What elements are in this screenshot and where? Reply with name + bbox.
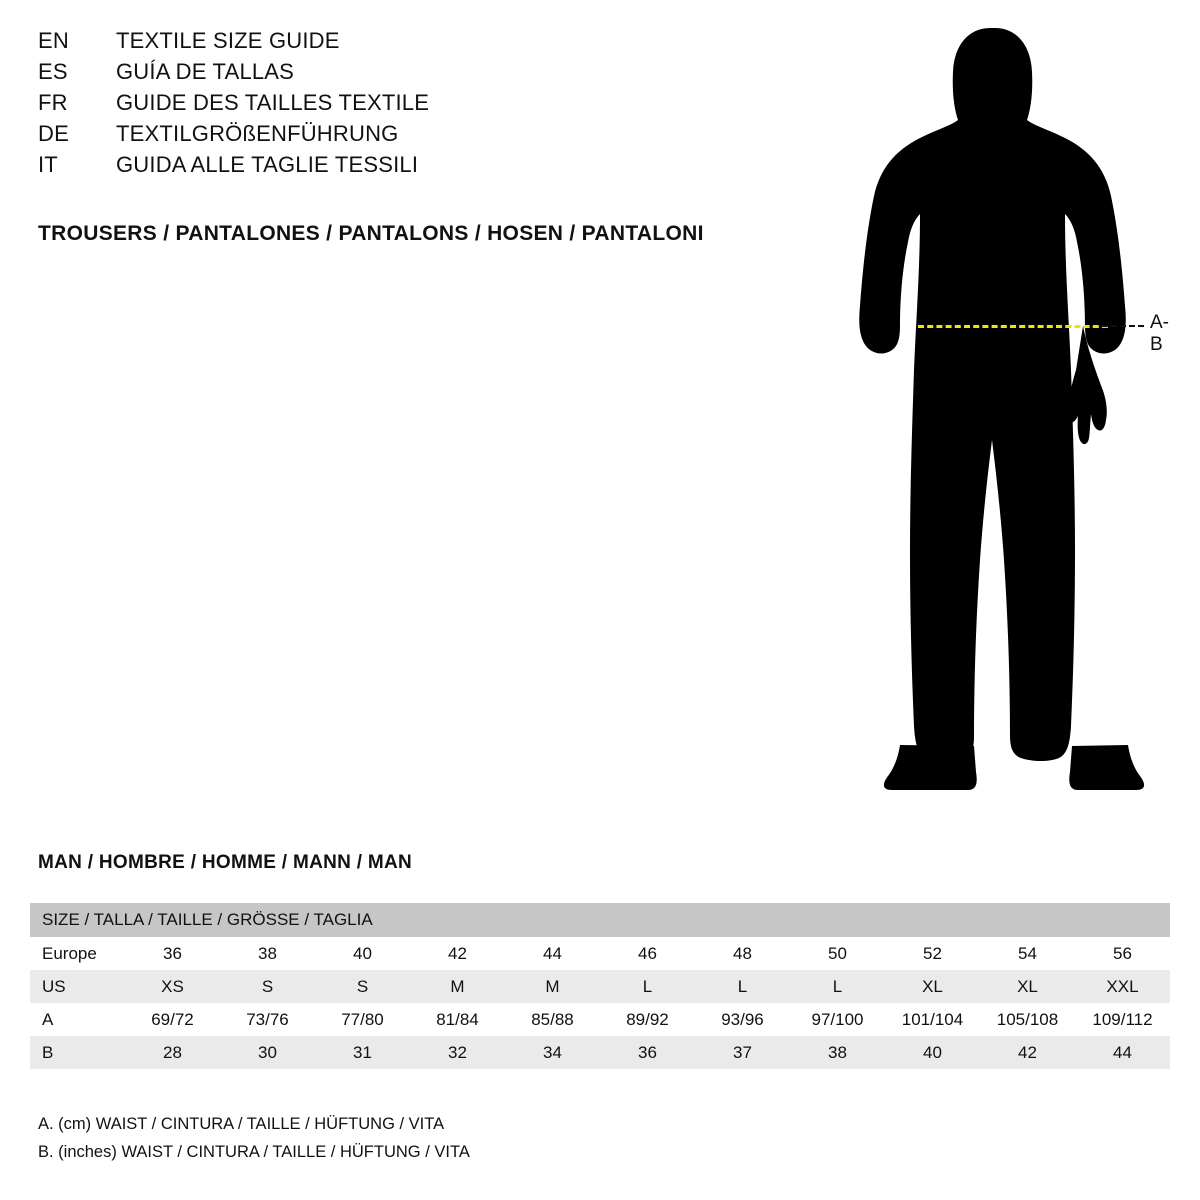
table-cell: S (220, 970, 315, 1003)
row-label: US (30, 970, 125, 1003)
table-cell: 81/84 (410, 1003, 505, 1036)
male-silhouette-icon (840, 20, 1180, 790)
table-section-title: MAN / HOMBRE / HOMME / MANN / MAN (38, 852, 413, 873)
table-cell: 101/104 (885, 1003, 980, 1036)
footnote-a: A. (cm) WAIST / CINTURA / TAILLE / HÜFTUNG / VITA (38, 1115, 445, 1133)
table-cell: L (600, 970, 695, 1003)
language-code: DE (38, 121, 69, 146)
table-cell: 73/76 (220, 1003, 315, 1036)
language-row (38, 121, 798, 152)
table-cell: 38 (790, 1036, 885, 1069)
table-cell: XL (885, 970, 980, 1003)
table-cell: XL (980, 970, 1075, 1003)
table-cell: 42 (980, 1036, 1075, 1069)
language-code: EN (38, 28, 69, 53)
table-cell: 52 (885, 937, 980, 970)
row-label: B (30, 1036, 125, 1069)
table-row (30, 1036, 1170, 1069)
table-cell: 77/80 (315, 1003, 410, 1036)
table-cell: 37 (695, 1036, 790, 1069)
table-cell: 109/112 (1075, 1003, 1170, 1036)
table-row (30, 970, 1170, 1003)
table-cell: 44 (1075, 1036, 1170, 1069)
size-table (30, 903, 1170, 1069)
table-header-label: SIZE / TALLA / TAILLE / GRÖSSE / TAGLIA (30, 903, 1170, 937)
table-cell: 34 (505, 1036, 600, 1069)
row-label: Europe (30, 937, 125, 970)
table-cell: 36 (125, 937, 220, 970)
footnote-b: B. (inches) WAIST / CINTURA / TAILLE / HÜFTUNG / VITA (38, 1143, 470, 1162)
table-header-band (30, 903, 1170, 937)
language-code: FR (38, 90, 68, 115)
table-cell: 31 (315, 1036, 410, 1069)
row-label: A (30, 1003, 125, 1036)
table-cell: 38 (220, 937, 315, 970)
garment-type-label: TROUSERS / PANTALONES / PANTALONS / HOSEN / PANTALONI (38, 222, 704, 245)
table-cell: 105/108 (980, 1003, 1075, 1036)
language-code: IT (38, 152, 58, 177)
table-cell: 97/100 (790, 1003, 885, 1036)
language-list (38, 28, 798, 183)
table-cell: M (410, 970, 505, 1003)
table-cell: 40 (885, 1036, 980, 1069)
table-cell: 56 (1075, 937, 1170, 970)
table-cell: 44 (505, 937, 600, 970)
table-cell: 50 (790, 937, 885, 970)
language-row (38, 59, 798, 90)
figure-illustration (840, 20, 1180, 790)
table-cell: 85/88 (505, 1003, 600, 1036)
table-cell: M (505, 970, 600, 1003)
table-cell: 54 (980, 937, 1075, 970)
language-code: ES (38, 59, 68, 84)
table-cell: XS (125, 970, 220, 1003)
table-cell: XXL (1075, 970, 1170, 1003)
table-cell: 36 (600, 1036, 695, 1069)
table-cell: S (315, 970, 410, 1003)
table-cell: L (790, 970, 885, 1003)
language-title: GUIDA ALLE TAGLIE TESSILI (116, 152, 419, 177)
table-cell: 40 (315, 937, 410, 970)
language-title: TEXTILE SIZE GUIDE (116, 28, 340, 53)
table-cell: 89/92 (600, 1003, 695, 1036)
language-title: TEXTILGRÖßENFÜHRUNG (116, 121, 399, 146)
table-cell: L (695, 970, 790, 1003)
waist-measure-leader (1102, 325, 1144, 327)
table-cell: 69/72 (125, 1003, 220, 1036)
measure-label-ab: A-B (1150, 312, 1169, 355)
table-row (30, 1003, 1170, 1036)
language-row (38, 90, 798, 121)
language-row (38, 152, 798, 183)
table-cell: 32 (410, 1036, 505, 1069)
table-cell: 30 (220, 1036, 315, 1069)
table-cell: 48 (695, 937, 790, 970)
table-cell: 42 (410, 937, 505, 970)
footnotes (38, 1110, 470, 1167)
language-title: GUIDE DES TAILLES TEXTILE (116, 90, 430, 115)
table-row (30, 937, 1170, 970)
table-cell: 46 (600, 937, 695, 970)
language-row (38, 28, 798, 59)
waist-measure-line (918, 325, 1108, 328)
table-cell: 93/96 (695, 1003, 790, 1036)
table-cell: 28 (125, 1036, 220, 1069)
language-title: GUÍA DE TALLAS (116, 59, 295, 84)
